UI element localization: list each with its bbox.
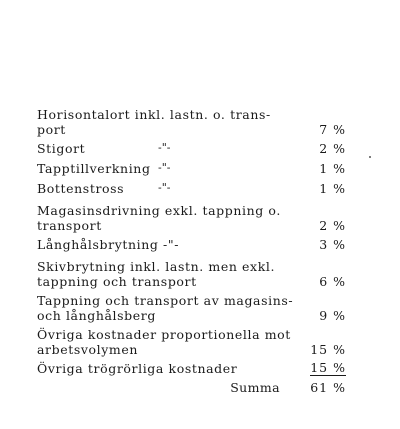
cost-item-row <box>37 107 346 137</box>
cost-item-value: 1 % <box>319 161 346 176</box>
ditto-mark: -"- <box>158 181 171 194</box>
total-value: 61 % <box>310 380 346 395</box>
ditto-mark: -"- <box>158 161 171 174</box>
cost-item-label-line: Horisontalort inkl. lastn. o. trans- <box>37 107 271 122</box>
cost-item-label-line: Tappning och transport av magasins- <box>37 293 294 308</box>
cost-item-row <box>37 259 346 289</box>
cost-item-row <box>37 203 346 233</box>
ditto-mark: -"- <box>158 141 171 154</box>
total-label: Summa <box>230 380 280 395</box>
cost-item-label-line: tappning och transport <box>37 274 197 289</box>
cost-item-row <box>37 141 346 156</box>
cost-item-value: 6 % <box>319 274 346 289</box>
cost-item-value: 2 % <box>319 218 346 233</box>
cost-item-label-line: Skivbrytning inkl. lastn. men exkl. <box>37 259 276 274</box>
scan-speck <box>369 156 371 158</box>
cost-item-label-line: Övriga kostnader proportionella mot <box>37 327 291 342</box>
cost-item-label-line: Tapptillverkning <box>37 161 151 176</box>
cost-item-label-line: Magasinsdrivning exkl. tappning o. <box>37 203 281 218</box>
cost-item-value: 15 % <box>310 360 346 375</box>
cost-item-value: 1 % <box>319 181 346 196</box>
cost-item-label-line: transport <box>37 218 102 233</box>
cost-item-value: 3 % <box>319 237 346 252</box>
cost-item-label-line: port <box>37 122 66 137</box>
cost-item-row <box>37 181 346 196</box>
cost-item-value: 7 % <box>319 122 346 137</box>
cost-item-label-line: Långhålsbrytning -"- <box>37 237 180 252</box>
cost-item-label-line: Stigort <box>37 141 86 156</box>
cost-item-row <box>37 161 346 176</box>
cost-item-row <box>37 293 346 323</box>
cost-item-row <box>37 361 346 376</box>
cost-item-label-line: Bottenstross <box>37 181 125 196</box>
cost-item-value: 9 % <box>319 308 346 323</box>
cost-item-label-line: Övriga trögrörliga kostnader <box>37 361 238 376</box>
cost-item-row <box>37 237 346 252</box>
cost-item-value: 15 % <box>310 342 346 357</box>
cost-item-label-line: och långhålsberg <box>37 308 156 323</box>
cost-item-label-line: arbetsvolymen <box>37 342 139 357</box>
cost-item-value: 2 % <box>319 141 346 156</box>
cost-item-row <box>37 327 346 357</box>
